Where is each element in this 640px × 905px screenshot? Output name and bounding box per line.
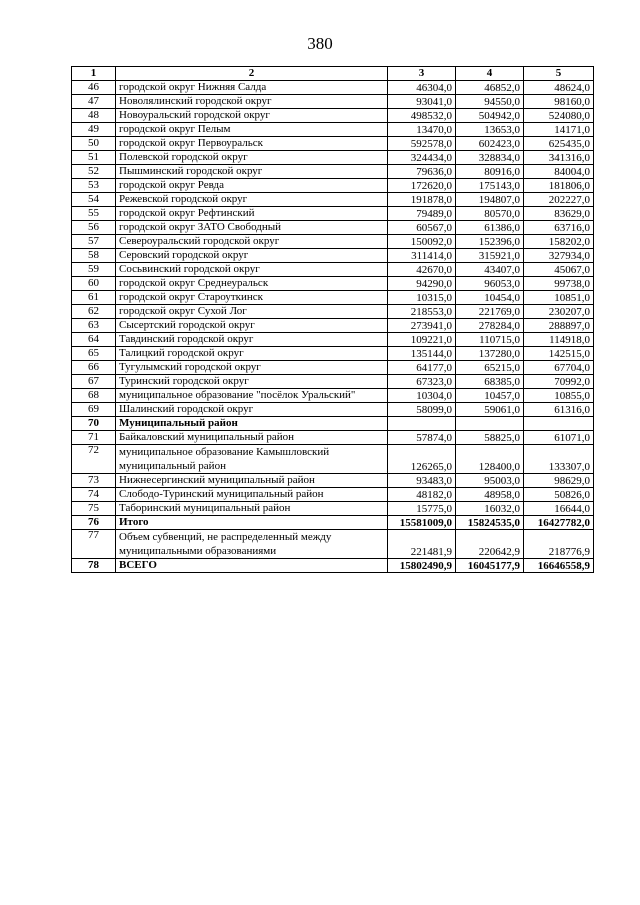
- value-col4-cell: 221769,0: [456, 305, 524, 319]
- municipality-name-cell: Североуральский городской округ: [116, 235, 388, 249]
- value-col3-cell: 46304,0: [388, 81, 456, 95]
- row-number-cell: 69: [72, 403, 116, 417]
- value-col3-cell: 79489,0: [388, 207, 456, 221]
- page-number: 380: [307, 34, 333, 53]
- table-row: [72, 474, 594, 488]
- value-col3-cell: 15581009,0: [388, 516, 456, 530]
- row-number-cell: 75: [72, 502, 116, 516]
- row-number-cell: 57: [72, 235, 116, 249]
- value-col4-cell: 65215,0: [456, 361, 524, 375]
- row-number-cell: 60: [72, 277, 116, 291]
- value-col4-cell: 16045177,9: [456, 559, 524, 573]
- value-col5-cell: 48624,0: [524, 81, 594, 95]
- value-col3-cell: 10304,0: [388, 389, 456, 403]
- value-col5-cell: 524080,0: [524, 109, 594, 123]
- row-number-cell: 49: [72, 123, 116, 137]
- value-col4-cell: 58825,0: [456, 431, 524, 445]
- table-row: [72, 221, 594, 235]
- value-col5-cell: 114918,0: [524, 333, 594, 347]
- column-header: 5: [524, 67, 594, 81]
- value-col5-cell: 133307,0: [524, 445, 594, 474]
- value-col3-cell: [388, 417, 456, 431]
- value-col3-cell: 57874,0: [388, 431, 456, 445]
- value-col3-cell: 93041,0: [388, 95, 456, 109]
- table-row: [72, 319, 594, 333]
- table-row: [72, 151, 594, 165]
- table-row: [72, 263, 594, 277]
- column-header: 4: [456, 67, 524, 81]
- table-row: [72, 417, 594, 431]
- value-col4-cell: 10454,0: [456, 291, 524, 305]
- value-col3-cell: 191878,0: [388, 193, 456, 207]
- municipality-name-cell: Серовский городской округ: [116, 249, 388, 263]
- table-row: [72, 502, 594, 516]
- row-number-cell: 50: [72, 137, 116, 151]
- table-row: [72, 530, 594, 559]
- value-col5-cell: 327934,0: [524, 249, 594, 263]
- row-number-cell: 72: [72, 445, 116, 474]
- municipality-name-cell: Объем субвенций, не распределенный между муниципальными образованиями: [116, 530, 388, 559]
- row-number-cell: 68: [72, 389, 116, 403]
- row-number-cell: 51: [72, 151, 116, 165]
- value-col5-cell: 99738,0: [524, 277, 594, 291]
- value-col5-cell: 142515,0: [524, 347, 594, 361]
- row-number-cell: 46: [72, 81, 116, 95]
- table-row: [72, 375, 594, 389]
- municipality-name-cell: Таборинский муниципальный район: [116, 502, 388, 516]
- value-col4-cell: 315921,0: [456, 249, 524, 263]
- value-col3-cell: 15802490,9: [388, 559, 456, 573]
- row-number-cell: 74: [72, 488, 116, 502]
- municipality-name-cell: Талицкий городской округ: [116, 347, 388, 361]
- table-row: [72, 361, 594, 375]
- municipality-name-cell: Полевской городской округ: [116, 151, 388, 165]
- value-col3-cell: 10315,0: [388, 291, 456, 305]
- municipality-name-cell: муниципальное образование "посёлок Уральский": [116, 389, 388, 403]
- municipality-name-cell: Тавдинский городской округ: [116, 333, 388, 347]
- table-body: [72, 81, 594, 573]
- value-col4-cell: 110715,0: [456, 333, 524, 347]
- value-col3-cell: 48182,0: [388, 488, 456, 502]
- value-col4-cell: 61386,0: [456, 221, 524, 235]
- value-col5-cell: 625435,0: [524, 137, 594, 151]
- value-col4-cell: 152396,0: [456, 235, 524, 249]
- row-number-cell: 70: [72, 417, 116, 431]
- value-col4-cell: 504942,0: [456, 109, 524, 123]
- table-row: [72, 559, 594, 573]
- municipality-name-cell: городской округ Сухой Лог: [116, 305, 388, 319]
- municipality-name-cell: ВСЕГО: [116, 559, 388, 573]
- municipality-name-cell: Тугулымский городской округ: [116, 361, 388, 375]
- value-col3-cell: 67323,0: [388, 375, 456, 389]
- value-col5-cell: 84004,0: [524, 165, 594, 179]
- row-number-cell: 78: [72, 559, 116, 573]
- municipality-name-cell: Пышминский городской округ: [116, 165, 388, 179]
- row-number-cell: 76: [72, 516, 116, 530]
- value-col5-cell: 181806,0: [524, 179, 594, 193]
- column-header: 2: [116, 67, 388, 81]
- subvention-table: [71, 66, 594, 573]
- municipality-name-cell: городской округ Нижняя Салда: [116, 81, 388, 95]
- value-col3-cell: 79636,0: [388, 165, 456, 179]
- table-row: [72, 109, 594, 123]
- municipality-name-cell: Итого: [116, 516, 388, 530]
- value-col4-cell: 48958,0: [456, 488, 524, 502]
- row-number-cell: 66: [72, 361, 116, 375]
- row-number-cell: 58: [72, 249, 116, 263]
- municipality-name-cell: Новоуральский городской округ: [116, 109, 388, 123]
- municipality-name-cell: городской округ Первоуральск: [116, 137, 388, 151]
- table-row: [72, 488, 594, 502]
- row-number-cell: 54: [72, 193, 116, 207]
- municipality-name-cell: Муниципальный район: [116, 417, 388, 431]
- value-col3-cell: 311414,0: [388, 249, 456, 263]
- row-number-cell: 65: [72, 347, 116, 361]
- row-number-cell: 61: [72, 291, 116, 305]
- table-row: [72, 123, 594, 137]
- value-col4-cell: 80916,0: [456, 165, 524, 179]
- table-row: [72, 165, 594, 179]
- value-col4-cell: 43407,0: [456, 263, 524, 277]
- value-col4-cell: 10457,0: [456, 389, 524, 403]
- table-row: [72, 445, 594, 474]
- value-col3-cell: 273941,0: [388, 319, 456, 333]
- row-number-cell: 62: [72, 305, 116, 319]
- municipality-name-cell: городской округ Среднеуральск: [116, 277, 388, 291]
- value-col5-cell: 341316,0: [524, 151, 594, 165]
- table-row: [72, 81, 594, 95]
- value-col5-cell: 16644,0: [524, 502, 594, 516]
- row-number-cell: 77: [72, 530, 116, 559]
- table-row: [72, 137, 594, 151]
- value-col5-cell: 67704,0: [524, 361, 594, 375]
- table-row: [72, 333, 594, 347]
- value-col5-cell: 16646558,9: [524, 559, 594, 573]
- table-row: [72, 235, 594, 249]
- value-col3-cell: 498532,0: [388, 109, 456, 123]
- value-col5-cell: 70992,0: [524, 375, 594, 389]
- municipality-name-cell: Сосьвинский городской округ: [116, 263, 388, 277]
- municipality-name-cell: Новолялинский городской округ: [116, 95, 388, 109]
- value-col3-cell: 592578,0: [388, 137, 456, 151]
- municipality-name-cell: муниципальное образование Камышловский муниципальный район: [116, 445, 388, 474]
- value-col4-cell: 194807,0: [456, 193, 524, 207]
- municipality-name-cell: городской округ ЗАТО Свободный: [116, 221, 388, 235]
- municipality-name-cell: городской округ Староуткинск: [116, 291, 388, 305]
- value-col3-cell: 218553,0: [388, 305, 456, 319]
- municipality-name-cell: Туринский городской округ: [116, 375, 388, 389]
- value-col4-cell: 59061,0: [456, 403, 524, 417]
- value-col5-cell: 61316,0: [524, 403, 594, 417]
- value-col5-cell: 50826,0: [524, 488, 594, 502]
- table-row: [72, 95, 594, 109]
- table-row: [72, 179, 594, 193]
- row-number-cell: 73: [72, 474, 116, 488]
- row-number-cell: 56: [72, 221, 116, 235]
- value-col4-cell: 15824535,0: [456, 516, 524, 530]
- value-col3-cell: 221481,9: [388, 530, 456, 559]
- value-col4-cell: 46852,0: [456, 81, 524, 95]
- municipality-name-cell: городской округ Ревда: [116, 179, 388, 193]
- value-col5-cell: [524, 417, 594, 431]
- value-col5-cell: 98160,0: [524, 95, 594, 109]
- value-col4-cell: 95003,0: [456, 474, 524, 488]
- row-number-cell: 47: [72, 95, 116, 109]
- value-col5-cell: 10855,0: [524, 389, 594, 403]
- row-number-cell: 48: [72, 109, 116, 123]
- value-col4-cell: 94550,0: [456, 95, 524, 109]
- value-col4-cell: 175143,0: [456, 179, 524, 193]
- value-col4-cell: [456, 417, 524, 431]
- value-col4-cell: 278284,0: [456, 319, 524, 333]
- table-row: [72, 305, 594, 319]
- table-row: [72, 277, 594, 291]
- municipality-name-cell: городской округ Рефтинский: [116, 207, 388, 221]
- value-col5-cell: 98629,0: [524, 474, 594, 488]
- value-col3-cell: 109221,0: [388, 333, 456, 347]
- municipality-name-cell: Байкаловский муниципальный район: [116, 431, 388, 445]
- value-col3-cell: 60567,0: [388, 221, 456, 235]
- column-header: 1: [72, 67, 116, 81]
- municipality-name-cell: Шалинский городской округ: [116, 403, 388, 417]
- row-number-cell: 52: [72, 165, 116, 179]
- value-col5-cell: 63716,0: [524, 221, 594, 235]
- value-col5-cell: 45067,0: [524, 263, 594, 277]
- municipality-name-cell: Нижнесергинский муниципальный район: [116, 474, 388, 488]
- value-col5-cell: 83629,0: [524, 207, 594, 221]
- value-col5-cell: 10851,0: [524, 291, 594, 305]
- table-row: [72, 193, 594, 207]
- value-col3-cell: 324434,0: [388, 151, 456, 165]
- value-col3-cell: 15775,0: [388, 502, 456, 516]
- value-col3-cell: 94290,0: [388, 277, 456, 291]
- value-col5-cell: 16427782,0: [524, 516, 594, 530]
- municipality-name-cell: Режевской городской округ: [116, 193, 388, 207]
- value-col5-cell: 218776,9: [524, 530, 594, 559]
- value-col3-cell: 93483,0: [388, 474, 456, 488]
- table-header-row: [72, 67, 594, 81]
- value-col4-cell: 13653,0: [456, 123, 524, 137]
- municipality-name-cell: городской округ Пелым: [116, 123, 388, 137]
- value-col4-cell: 16032,0: [456, 502, 524, 516]
- row-number-cell: 55: [72, 207, 116, 221]
- row-number-cell: 71: [72, 431, 116, 445]
- value-col4-cell: 137280,0: [456, 347, 524, 361]
- table-row: [72, 431, 594, 445]
- table-row: [72, 207, 594, 221]
- table-row: [72, 403, 594, 417]
- value-col4-cell: 68385,0: [456, 375, 524, 389]
- value-col3-cell: 58099,0: [388, 403, 456, 417]
- value-col5-cell: 230207,0: [524, 305, 594, 319]
- value-col3-cell: 13470,0: [388, 123, 456, 137]
- value-col4-cell: 220642,9: [456, 530, 524, 559]
- value-col3-cell: 150092,0: [388, 235, 456, 249]
- municipality-name-cell: Слободо-Туринский муниципальный район: [116, 488, 388, 502]
- value-col5-cell: 202227,0: [524, 193, 594, 207]
- column-header: 3: [388, 67, 456, 81]
- value-col4-cell: 602423,0: [456, 137, 524, 151]
- value-col4-cell: 128400,0: [456, 445, 524, 474]
- value-col5-cell: 14171,0: [524, 123, 594, 137]
- table-row: [72, 347, 594, 361]
- table-row: [72, 516, 594, 530]
- value-col3-cell: 42670,0: [388, 263, 456, 277]
- value-col3-cell: 64177,0: [388, 361, 456, 375]
- table-row: [72, 249, 594, 263]
- table-row: [72, 291, 594, 305]
- value-col3-cell: 135144,0: [388, 347, 456, 361]
- table-row: [72, 389, 594, 403]
- value-col5-cell: 61071,0: [524, 431, 594, 445]
- value-col4-cell: 328834,0: [456, 151, 524, 165]
- value-col5-cell: 158202,0: [524, 235, 594, 249]
- row-number-cell: 53: [72, 179, 116, 193]
- value-col4-cell: 80570,0: [456, 207, 524, 221]
- municipality-name-cell: Сысертский городской округ: [116, 319, 388, 333]
- value-col3-cell: 126265,0: [388, 445, 456, 474]
- row-number-cell: 59: [72, 263, 116, 277]
- row-number-cell: 64: [72, 333, 116, 347]
- value-col5-cell: 288897,0: [524, 319, 594, 333]
- value-col4-cell: 96053,0: [456, 277, 524, 291]
- row-number-cell: 67: [72, 375, 116, 389]
- row-number-cell: 63: [72, 319, 116, 333]
- value-col3-cell: 172620,0: [388, 179, 456, 193]
